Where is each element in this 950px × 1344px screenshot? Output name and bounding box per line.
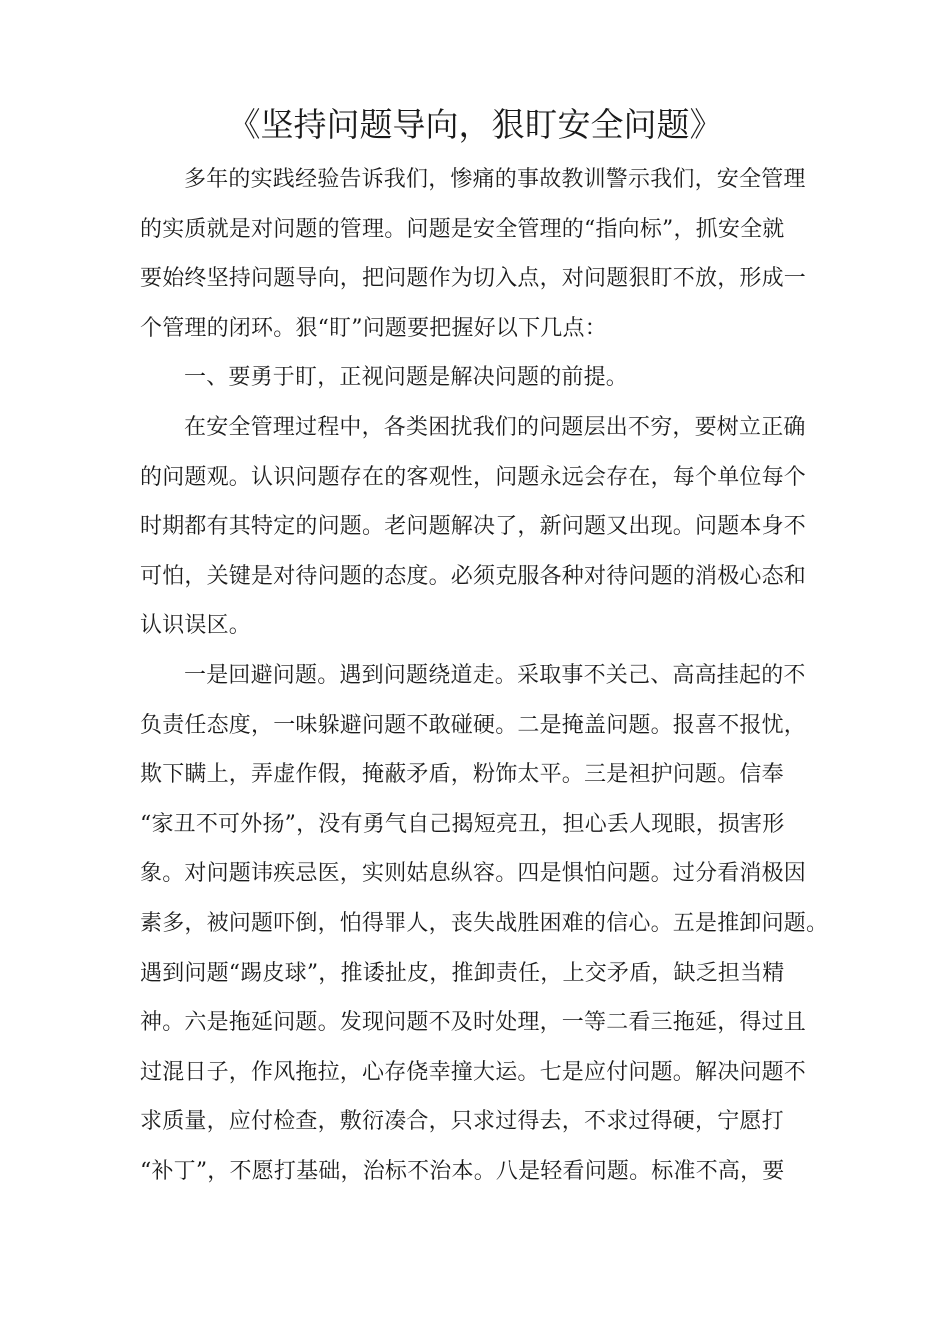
- section-heading: [140, 353, 830, 403]
- text-line: 过混日子，作风拖拉，心存侥幸撞大运。七是应付问题。解决问题不: [140, 1059, 807, 1085]
- text-line: 求质量，应付检查，敷衍凑合，只求过得去，不求过得硬，宁愿打: [140, 1109, 784, 1135]
- paragraph-problem-view: [140, 403, 830, 651]
- text-line: 一、要勇于盯，正视问题是解决问题的前提。: [184, 365, 629, 391]
- text-line: 的实质就是对问题的管理。问题是安全管理的“指向标”，抓安全就: [140, 216, 785, 242]
- paragraph-intro: [140, 155, 830, 353]
- text-line: 要始终坚持问题导向，把问题作为切入点，对问题狠盯不放，形成一: [140, 266, 807, 292]
- text-line: 个管理的闭环。狠“盯”问题要把握好以下几点：: [140, 315, 607, 341]
- text-line: 象。对问题讳疾忌医，实则姑息纵容。四是惧怕问题。过分看消极因: [140, 861, 807, 887]
- text-line: 遇到问题“踢皮球”，推诿扯皮，推卸责任，上交矛盾，缺乏担当精: [140, 960, 785, 986]
- text-line: 在安全管理过程中，各类困扰我们的问题层出不穷，要树立正确: [184, 414, 806, 440]
- text-line: “家丑不可外扬”，没有勇气自己揭短亮丑，担心丢人现眼，损害形: [140, 811, 785, 837]
- text-line: 一是回避问题。遇到问题绕道走。采取事不关己、高高挂起的不: [184, 662, 806, 688]
- text-line: 神。六是拖延问题。发现问题不及时处理，一等二看三拖延，得过且: [140, 1010, 807, 1036]
- document-title: 《坚持问题导向，狠盯安全问题》: [227, 105, 723, 144]
- text-line: 欺下瞒上，弄虚作假，掩蔽矛盾，粉饰太平。三是袒护问题。信奉: [140, 762, 784, 788]
- text-line: 多年的实践经验告诉我们，惨痛的事故教训警示我们，安全管理: [184, 167, 806, 192]
- text-line: 的问题观。认识问题存在的客观性，问题永远会存在，每个单位每个: [140, 464, 807, 490]
- text-line: 素多，被问题吓倒，怕得罪人，丧失战胜困难的信心。五是推卸问题。: [140, 910, 829, 936]
- text-line: “补丁”，不愿打基础，治标不治本。八是轻看问题。标准不高，要: [140, 1158, 785, 1184]
- text-line: 时期都有其特定的问题。老问题解决了，新问题又出现。问题本身不: [140, 514, 807, 540]
- paragraph-misconceptions: [140, 651, 830, 1197]
- text-line: 认识误区。: [140, 613, 252, 639]
- text-line: 负责任态度，一味躲避问题不敢碰硬。二是掩盖问题。报喜不报忧，: [140, 712, 807, 738]
- document-body: [140, 155, 830, 1196]
- text-line: 可怕，关键是对待问题的态度。必须克服各种对待问题的消极心态和: [140, 563, 807, 589]
